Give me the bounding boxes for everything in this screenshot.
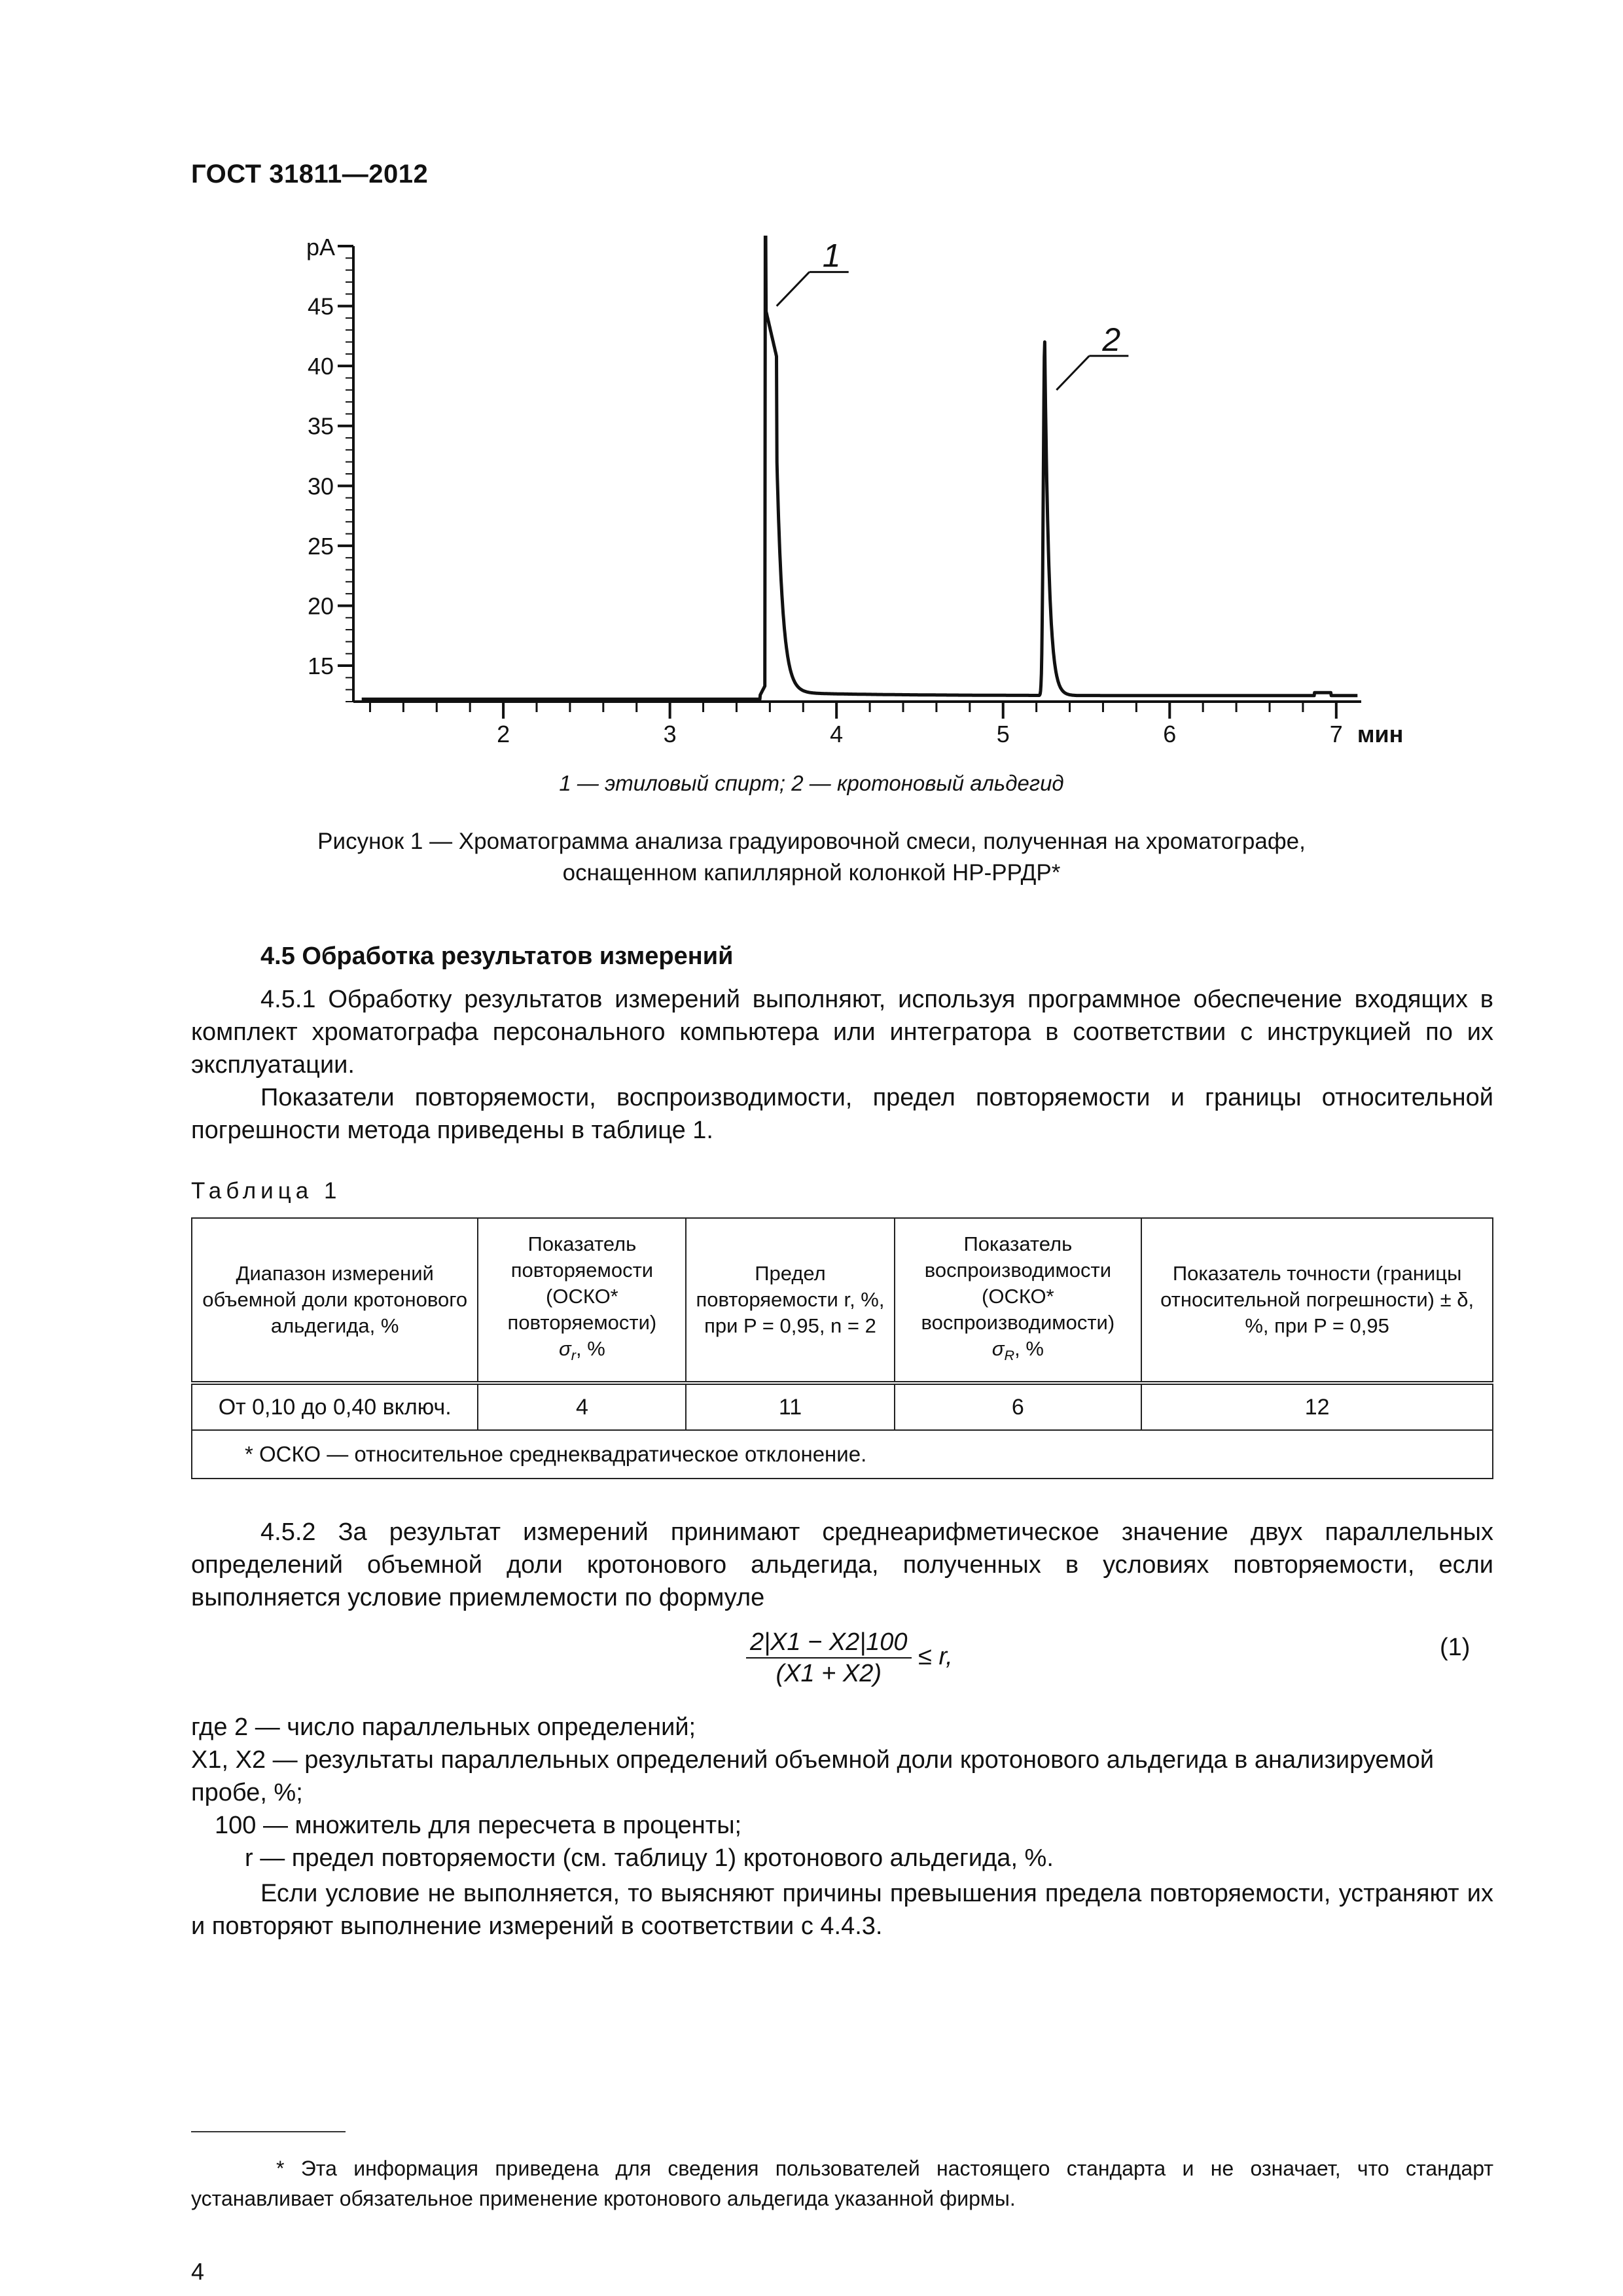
formula-number: (1) [1440, 1634, 1471, 1661]
table-note-row [192, 1430, 1493, 1479]
peak-label: 2 [1102, 321, 1121, 358]
results-table [191, 1217, 1493, 1479]
footnote: * Эта информация приведена для сведения пользователей настоящего стандарта и не означает, что стандарт устанавливает обязательное применение кротонового альдегида указанной фирмы. [191, 2157, 1493, 2210]
peak-leader-line [1056, 356, 1089, 390]
formula-denominator: (X1 + X2) [776, 1660, 882, 1687]
formula-numerator: 2|X1 − X2|100 [746, 1627, 912, 1659]
x-tick-label: 5 [996, 721, 1010, 747]
y-tick-label: 40 [307, 353, 334, 380]
y-tick-label: 35 [307, 412, 334, 440]
x-unit-label: мин [1357, 721, 1404, 747]
section-heading: 4.5 Обработка результатов измерений [260, 942, 734, 970]
definition-item: X1, X2 — результаты параллельных определений объемной доли кротонового альдегида в анализируемой пробе, %; [191, 1746, 1435, 1806]
table-header-reproducibility: Показатель воспроизводимости (ОСКО* воспроизводимости) $\sigma_R$, % [895, 1218, 1142, 1383]
caption-line-1: Рисунок 1 — Хроматограмма анализа градуировочной смеси, полученная на хроматографе, [317, 829, 1306, 854]
table-cell: 12 [1141, 1383, 1493, 1430]
definitions-list [191, 1711, 1493, 1874]
figure-caption [0, 826, 1623, 889]
chart-annotations [777, 238, 1129, 390]
y-unit-label: pA [306, 236, 335, 260]
table-note: * ОСКО — относительное среднеквадратическое отклонение. [192, 1430, 1493, 1479]
paragraph-4-5-1: 4.5.1 Обработку результатов измерений выполняют, используя программное обеспечение входящих в комплект хроматографа персонального компьютера или интегратора в соответствии с инструкцией по их эксплуатации. [191, 986, 1493, 1079]
table-cell: 4 [478, 1383, 686, 1430]
table-cell: 11 [686, 1383, 894, 1430]
definition-item: 100 — множитель для пересчета в проценты; [215, 1812, 742, 1839]
figure-legend: 1 — этиловый спирт; 2 — кротоновый альдегид [559, 771, 1064, 795]
x-tick-label: 4 [830, 721, 844, 747]
x-tick-label: 6 [1163, 721, 1177, 747]
table-row [192, 1383, 1493, 1430]
definition-item: где 2 — число параллельных определений; [191, 1713, 696, 1741]
y-tick-label: 20 [307, 592, 334, 620]
peak-leader-line [777, 272, 810, 306]
table-cell: От 0,10 до 0,40 включ. [192, 1383, 478, 1430]
x-tick-label: 2 [497, 721, 510, 747]
document-header: ГОСТ 31811—2012 [191, 160, 429, 188]
chart-series [362, 236, 1358, 699]
caption-line-2: оснащенном капиллярной колонкой НР-РРДР* [562, 860, 1061, 886]
table-cell: 6 [895, 1383, 1142, 1430]
formula-rhs: ≤ r, [918, 1643, 953, 1671]
chromatogram-chart [288, 236, 1414, 759]
x-tick-label: 7 [1329, 721, 1343, 747]
definition-item: r — предел повторяемости (см. таблицу 1) кротонового альдегида, %. [245, 1844, 1054, 1872]
peak-label: 1 [822, 237, 841, 274]
table-header-accuracy: Показатель точности (границы относительной погрешности) ± δ, %, при P = 0,95 [1141, 1218, 1493, 1383]
paragraph-4-5-2: 4.5.2 За результат измерений принимают среднеарифметическое значение двух параллельных определений объемной доли кротонового альдегида, полученных в условиях повторяемости, если выполняется условие приемлемости по формуле [191, 1518, 1493, 1611]
y-tick-label: 15 [307, 653, 334, 680]
formula-fraction [746, 1627, 912, 1689]
y-tick-label: 30 [307, 473, 334, 500]
chromatogram-trace [362, 236, 1358, 699]
x-tick-label: 3 [663, 721, 677, 747]
y-tick-label: 25 [307, 532, 334, 560]
footnote-separator [191, 2131, 346, 2132]
table-header-limit: Предел повторяемости r, %, при P = 0,95, n = 2 [686, 1218, 894, 1383]
formula-1 [746, 1627, 953, 1689]
table-header-repeatability: Показатель повторяемости (ОСКО* повторяемости) $\sigma_r$, % [478, 1218, 686, 1383]
table-label: Таблица 1 [191, 1178, 342, 1204]
page-number: 4 [191, 2258, 205, 2285]
chart-axes [353, 246, 1361, 702]
table-header-range: Диапазон измерений объемной доли кротонового альдегида, % [192, 1218, 478, 1383]
chart-ticks [306, 236, 1403, 747]
paragraph-table-ref: Показатели повторяемости, воспроизводимости, предел повторяемости и границы относительной погрешности метода приведены в таблице 1. [191, 1084, 1493, 1144]
y-tick-label: 45 [307, 293, 334, 320]
paragraph-final: Если условие не выполняется, то выясняют причины превышения предела повторяемости, устраняют их и повторяют выполнение измерений в соответствии с 4.4.3. [191, 1880, 1493, 1940]
